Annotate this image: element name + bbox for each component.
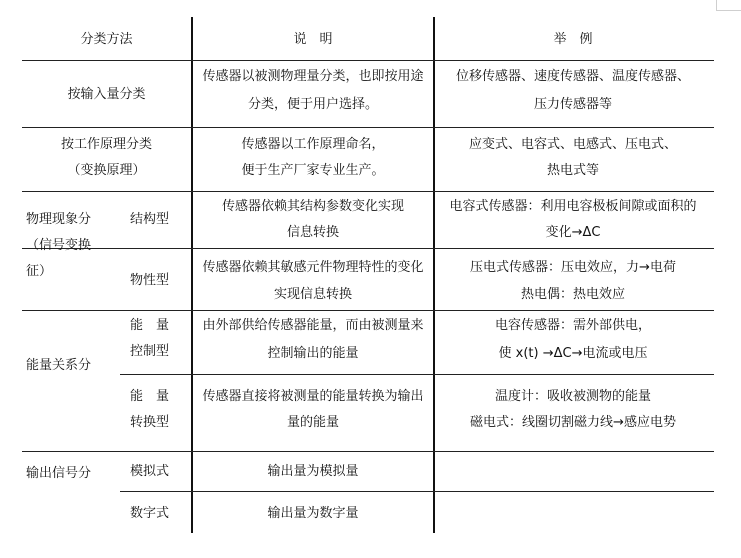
group-label-output: 输出信号分: [26, 466, 92, 481]
sub-label-digital: 数字式: [130, 506, 170, 521]
sub-label-control: 能 量: [130, 318, 170, 333]
sub-label-analog: 模拟式: [130, 464, 170, 479]
example-line: 热电式等: [546, 163, 599, 178]
example-line: 温度计：吸收被测物的能量: [494, 389, 651, 404]
row-label-principle: 按工作原理分类: [60, 137, 152, 152]
example-line: 使 x(t) →ΔC→电流或电压: [498, 346, 648, 361]
desc-line: 传感器以被测物理量分类，也即按用途: [202, 69, 424, 84]
example-line: 变化→ΔC: [545, 225, 601, 240]
desc-line: 实现信息转换: [273, 287, 352, 302]
desc-line: 传感器依赖其敏感元件物理特性的变化: [202, 260, 424, 275]
header-method: 分类方法: [80, 32, 133, 47]
desc-line: 传感器直接将被测量的能量转换为输出: [202, 389, 424, 404]
desc-line: 传感器以工作原理命名，: [241, 137, 385, 152]
sub-label-control: 控制型: [130, 344, 170, 359]
group-label-physical: 物理现象分: [26, 212, 92, 227]
row-divider: [22, 191, 714, 192]
row-label-principle-sub: （变换原理）: [67, 163, 146, 178]
group-label-physical: 征）: [26, 264, 53, 279]
example-line: 电容式传感器：利用电容极板间隙或面积的: [449, 199, 697, 214]
row-divider: [22, 310, 714, 311]
desc-line: 传感器依赖其结构参数变化实现: [221, 199, 404, 214]
header-description: 说 明: [293, 32, 333, 47]
sub-label-structural: 结构型: [130, 212, 170, 227]
desc-line: 由外部供给传感器能量，而由被测量来: [202, 318, 424, 333]
row-divider: [22, 60, 714, 61]
group-label-energy: 能量关系分: [26, 358, 92, 373]
example-line: 电容传感器：需外部供电，: [494, 318, 651, 333]
desc-line: 便于生产厂家专业生产。: [241, 163, 385, 178]
page-corner-mark: [716, 0, 741, 11]
desc-line: 量的能量: [286, 415, 339, 430]
desc-line: 输出量为模拟量: [267, 464, 359, 479]
example-line: 热电偶：热电效应: [520, 287, 625, 302]
desc-line: 输出量为数字量: [267, 506, 359, 521]
row-divider: [22, 127, 714, 128]
sub-label-property: 物性型: [130, 273, 170, 288]
sub-label-conversion: 能 量: [130, 389, 170, 404]
sub-label-conversion: 转换型: [130, 415, 170, 430]
group-label-physical: （信号变换: [26, 238, 92, 253]
example-line: 磁电式：线圈切割磁力线→感应电势: [470, 415, 676, 430]
header-example: 举 例: [553, 32, 593, 47]
example-line: 压电式传感器：压电效应，力→电荷: [470, 260, 676, 275]
row-divider: [22, 451, 714, 452]
example-line: 压力传感器等: [533, 97, 612, 112]
row-label-input: 按输入量分类: [67, 87, 146, 102]
desc-line: 控制输出的能量: [267, 346, 359, 361]
desc-line: 信息转换: [286, 225, 339, 240]
desc-line: 分类，便于用户选择。: [247, 97, 378, 112]
example-line: 位移传感器、速度传感器、温度传感器、: [455, 69, 690, 84]
row-divider: [120, 374, 714, 375]
example-line: 应变式、电容式、电感式、压电式、: [468, 137, 677, 152]
row-divider: [120, 491, 714, 492]
row-divider: [22, 248, 714, 249]
